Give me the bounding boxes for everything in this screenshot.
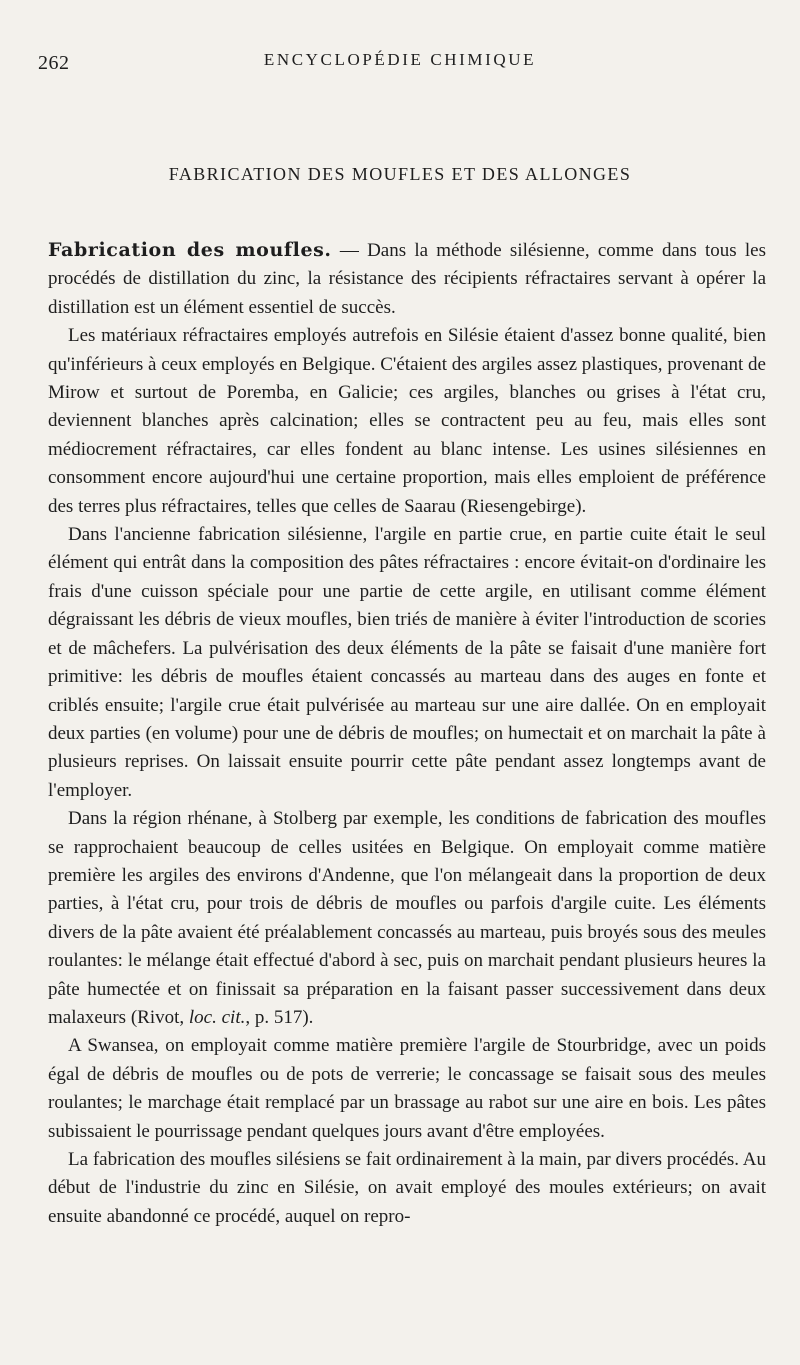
paragraph-4 [48, 805, 766, 1032]
paragraph-4-end: , p. 517). [245, 1006, 314, 1028]
paragraph-1-text: — Dans la méthode silésienne, comme dans tous les procédés de distillation du zinc, la résistance des récipients réfractaires servant à opérer la distillation est un élément essentiel de succès. [48, 240, 766, 318]
chapter-title: FABRICATION DES MOUFLES ET DES ALLONGES [168, 164, 632, 184]
paragraph-2: Les matériaux réfractaires employés autrefois en Silésie étaient d'assez bonne qualité, bien qu'inférieurs à ceux employés en Belgique. C'étaient des argiles assez plastiques, provenant de Mirow et surtout de Poremba, en Galicie; ces argiles, blanches ou grises à l'état cru, deviennent blanches après calcination; elles se contractent peu au feu, mais elles sont médiocrement réfractaires, car elles fondent au blanc intense. Les usines silésiennes en consomment encore aujourd'hui une certaine proportion, mais elles emploient de préférence des terres plus réfractaires, telles que celles de Saarau (Riesengebirge). [48, 325, 766, 517]
paragraph-6: La fabrication des moufles silésiens se fait ordinairement à la main, par divers procédés. Au début de l'industrie du zinc en Silésie, on avait employé des moules extérieurs; on avait ensuite abandonné ce procédé, auquel on repro- [48, 1149, 766, 1227]
running-title: ENCYCLOPÉDIE CHIMIQUE [263, 50, 537, 69]
paragraph-3: Dans l'ancienne fabrication silésienne, l'argile en partie crue, en partie cuite était le seul élément qui entrât dans la composition des pâtes réfractaires : encore évitait-on d'ordinaire les frais d'une cuisson spéciale pour une partie de cette argile, en utilisant comme élément dégraissant les débris de vieux moufles, bien triés de manière à éviter l'introduction de scories et de mâchefers. La pulvérisation des deux éléments de la pâte se faisait d'une manière fort primitive: les débris de moufles étaient concassés au marteau dans des auges en fonte et criblés ensuite; l'argile crue était pulvérisée au marteau sur une aire dallée. On en employait deux parties (en volume) pour une de débris de moufles; on humectait et on marchait la pâte à plusieurs reprises. On laissait ensuite pourrir cette pâte pendant assez longtemps avant de l'employer. [48, 524, 766, 801]
paragraph-4-text: Dans la région rhénane, à Stolberg par exemple, les conditions de fabrication des moufles se rapprochaient beaucoup de celles usitées en Belgique. On employait comme matière première les argiles des environs d'Andenne, que l'on mélangeait dans la proportion de deux parties, à l'état cru, pour trois de débris de moufles ou parfois d'argile cuite. Les éléments divers de la pâte avaient été préalablement concassés au marteau, puis broyés sous des meules roulantes: le mélange était effectué d'abord à sec, puis on marchait pendant plusieurs heures la pâte humectée et on finissait sa préparation en la faisant passer successivement dans deux malaxeurs (Rivot, [48, 808, 766, 1028]
running-head [0, 44, 800, 74]
paragraph-5: A Swansea, on employait comme matière première l'argile de Stourbridge, avec un poids égal de débris de moufles ou de pots de verrerie; le concassage se faisait sous des meules roulantes; le marchage était remplacé par un brassage au rabot sur une aire en bois. Les pâtes subissaient le pourrissage pendant quelques jours avant d'être employées. [48, 1035, 766, 1142]
section-heading: Fabrication des moufles. [48, 239, 332, 261]
citation-reference: loc. cit. [188, 1006, 246, 1028]
page-number: 262 [38, 52, 70, 74]
body-text [48, 236, 766, 1231]
paragraph-1 [48, 236, 766, 322]
